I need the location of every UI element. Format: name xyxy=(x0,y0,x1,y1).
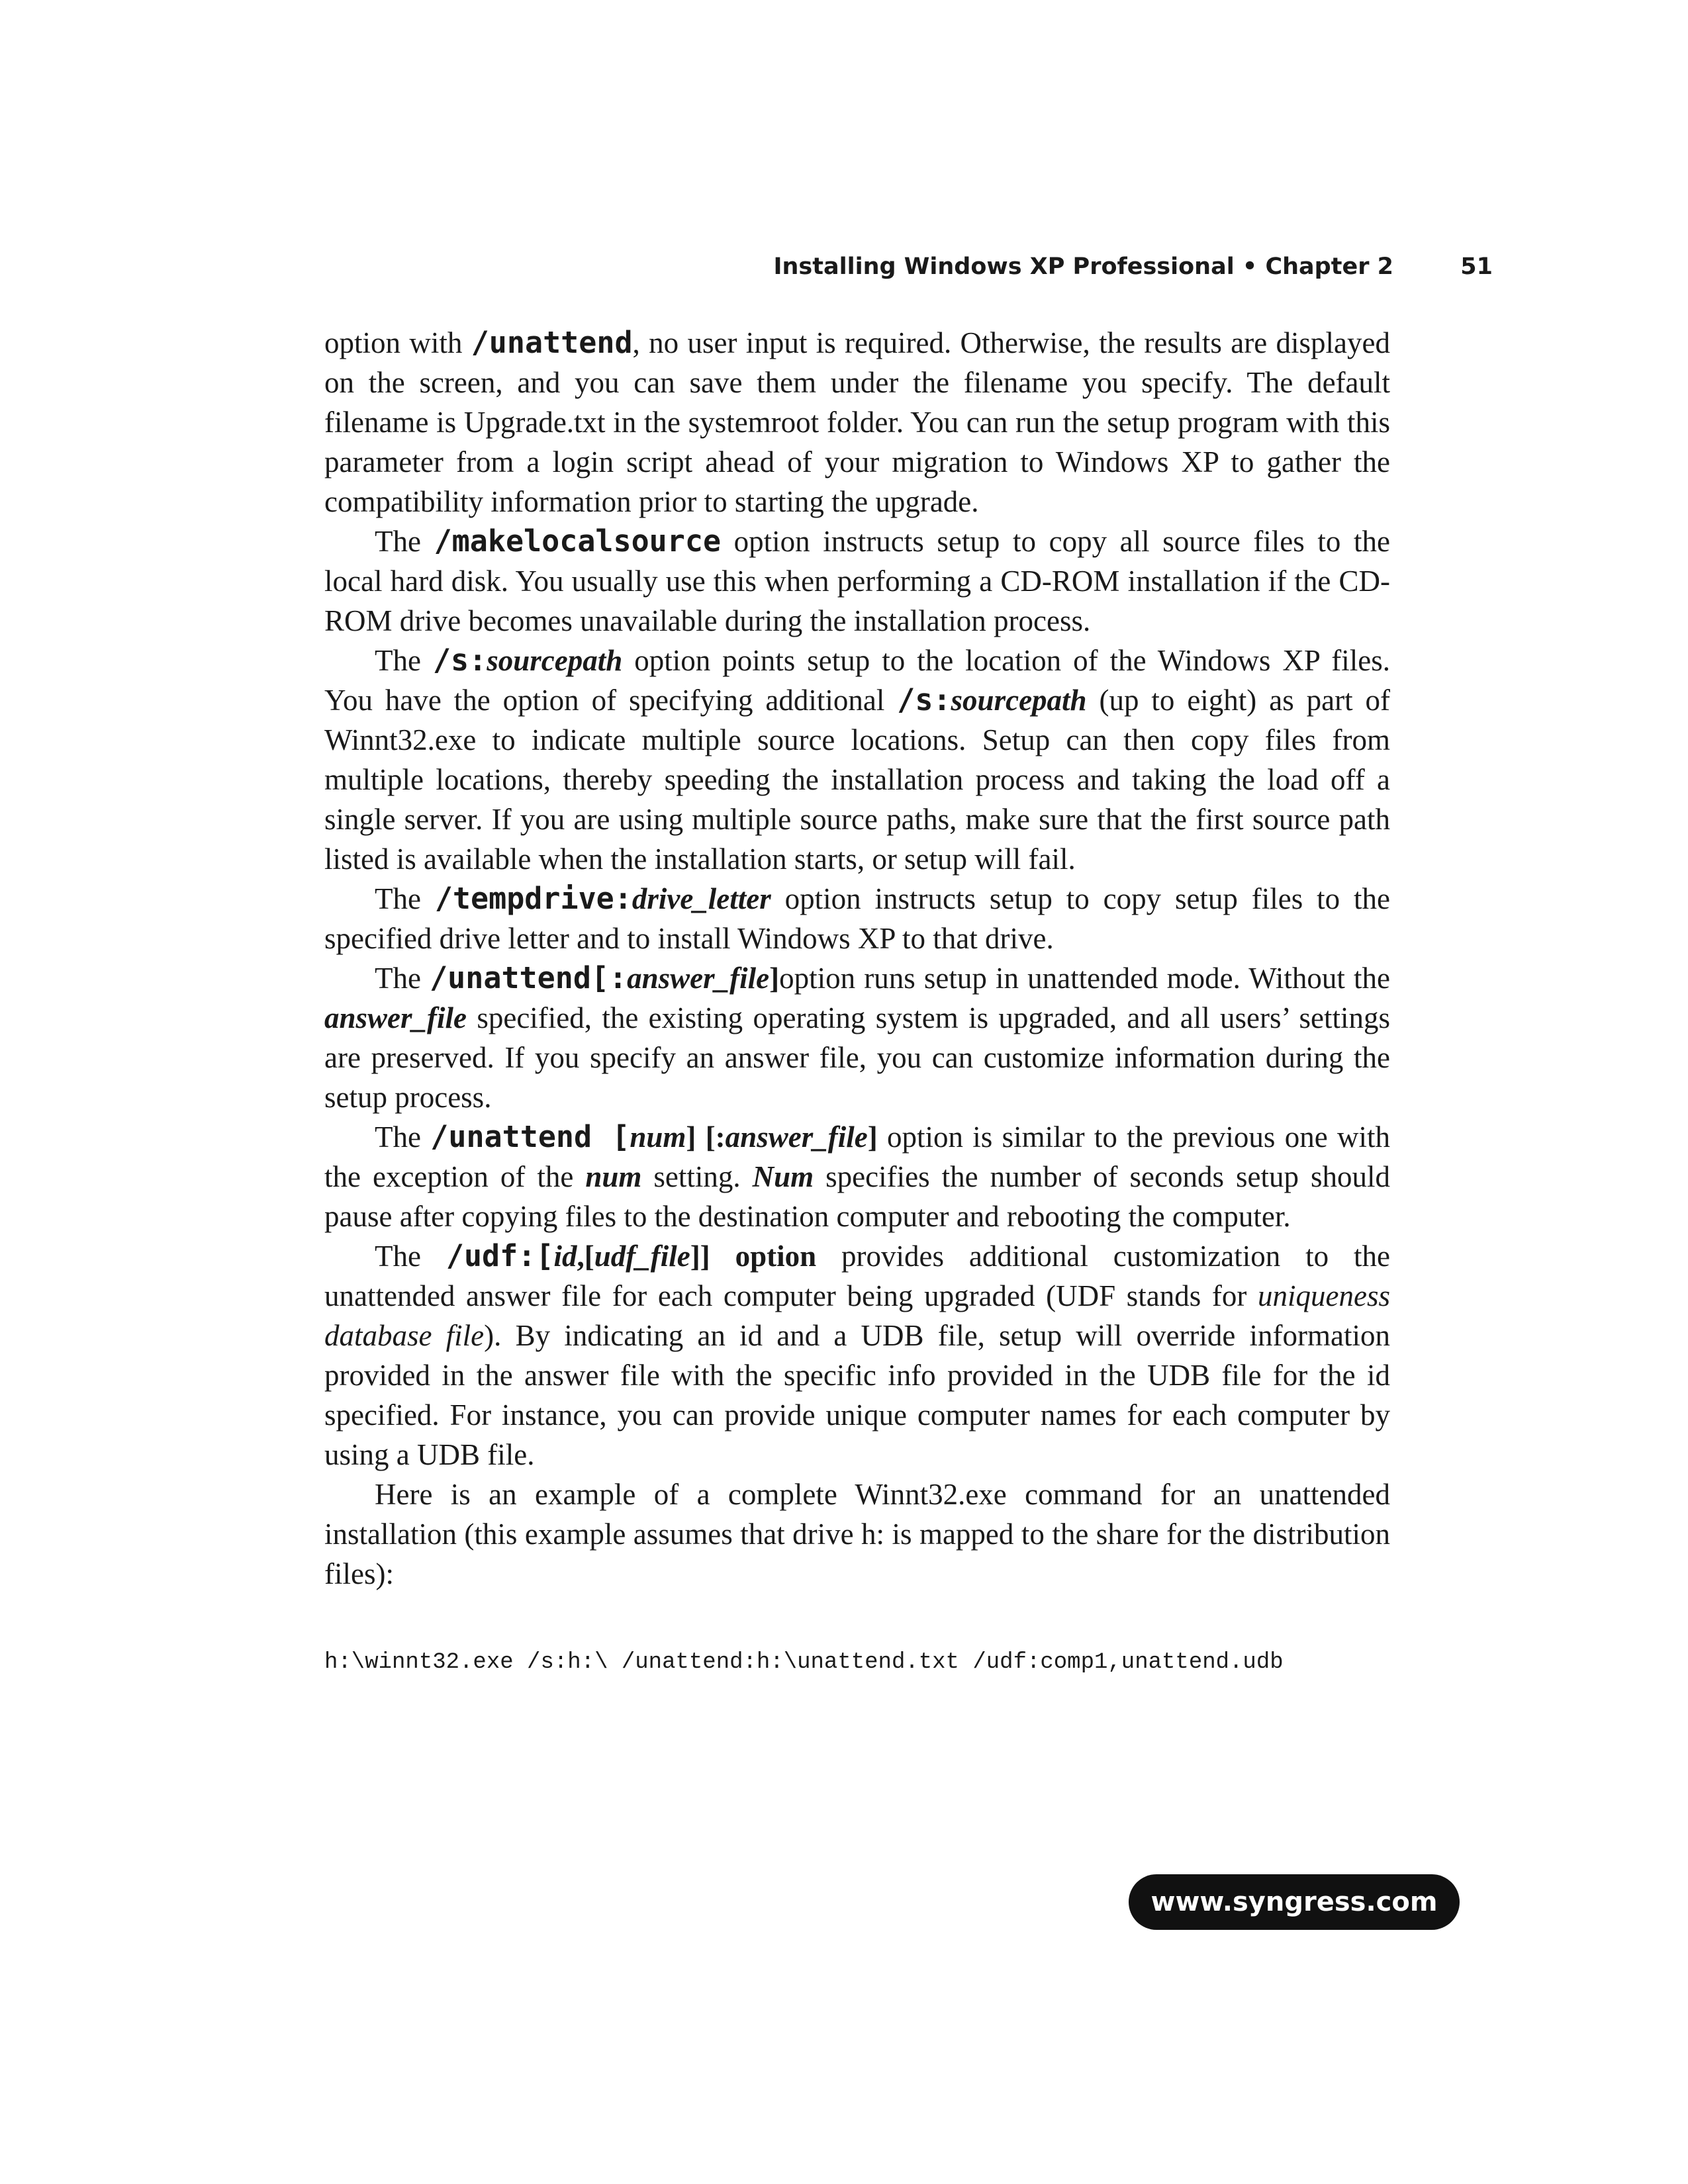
command-bracket: ] [: xyxy=(686,1120,726,1154)
text-run: The xyxy=(375,525,434,558)
text-run: setting. xyxy=(641,1160,753,1193)
code-example: h:\winnt32.exe /s:h:\ /unattend:h:\unattend.txt /udf:comp1,unattend.udb xyxy=(324,1650,1284,1675)
command-name: /makelocalsource xyxy=(434,523,722,559)
command-name: /s: xyxy=(897,682,951,717)
running-header xyxy=(773,250,1493,283)
text-run: option is similar to the previous one with the exception of the xyxy=(324,1120,1391,1193)
text-run: The xyxy=(375,644,433,677)
emphasis-term: uniqueness database file xyxy=(324,1279,1390,1352)
command-argument: Num xyxy=(752,1160,814,1193)
text-run: option runs setup in unattended mode. Without the xyxy=(779,962,1390,995)
command-argument: drive_letter xyxy=(632,882,771,915)
publisher-url-badge: www.syngress.com xyxy=(1129,1874,1460,1930)
text-run: specified, the existing operating system is upgraded, and all users’ settings are preserved. If you specify an answer file, you can customize information during the setup process. xyxy=(324,1001,1390,1114)
command-name: /unattend [ xyxy=(430,1119,630,1154)
paragraph xyxy=(324,1236,1390,1475)
command-argument: num xyxy=(585,1160,642,1193)
command-argument: udf_file xyxy=(594,1240,690,1273)
text-run: specifies the number of seconds setup should pause after copying files to the destination computer and rebooting the computer. xyxy=(324,1160,1390,1233)
paragraph xyxy=(324,641,1390,879)
chapter-title: Installing Windows XP Professional • Chapter 2 xyxy=(773,253,1393,280)
command-name: /unattend[: xyxy=(430,960,628,995)
command-bracket: ] xyxy=(769,962,780,995)
command-bracket: ,[ xyxy=(577,1240,594,1273)
command-argument: sourcepath xyxy=(951,684,1087,717)
paragraph xyxy=(324,958,1390,1117)
command-argument: answer_file xyxy=(324,1001,467,1034)
text-run: (up to eight) as part of Winnt32.exe to indicate multiple source locations. Setup can then copy files from multiple locations, thereby speeding the installation process and taking the load off a single server. If you are using multiple source paths, make sure that the first source path listed is available when the installation starts, or setup will fail. xyxy=(324,684,1390,876)
body-text xyxy=(324,323,1390,1594)
text-run: ). By indicating an id and a UDB file, setup will override information provided in the answer file with the specific info provided in the UDB file for the id specified. For instance, you can provide unique computer names for each computer by using a UDB file. xyxy=(324,1319,1391,1471)
command-name: /s: xyxy=(432,643,487,678)
command-argument: sourcepath xyxy=(487,644,623,677)
text-run: Here is an example of a complete Winnt32.exe command for an unattended installation (this example assumes that drive h: is mapped to the share for the distribution files): xyxy=(324,1478,1390,1590)
text-run: provides additional customization to the unattended answer file for each computer being upgraded (UDF stands for xyxy=(324,1240,1390,1312)
text-run: option with xyxy=(324,326,471,359)
command-argument: num xyxy=(630,1120,686,1154)
page-number: 51 xyxy=(1460,253,1493,280)
paragraph xyxy=(324,323,1390,522)
paragraph xyxy=(324,1475,1390,1594)
command-argument: id xyxy=(553,1240,577,1273)
text-run: option instructs setup to copy all source files to the local hard disk. You usually use this when performing a CD-ROM installation if the CD-ROM drive becomes unavailable during the installation process. xyxy=(324,525,1390,637)
paragraph xyxy=(324,1117,1390,1236)
command-bracket: ]] option xyxy=(690,1240,817,1273)
command-argument: answer_file xyxy=(627,962,770,995)
command-bracket: ] xyxy=(867,1120,878,1154)
paragraph xyxy=(324,522,1390,641)
command-argument: answer_file xyxy=(725,1120,868,1154)
paragraph xyxy=(324,879,1390,958)
text-run: , no user input is required. Otherwise, the results are displayed on the screen, and you can save them under the filename you specify. The default filename is Upgrade.txt in the systemroot folder. You can run the setup program with this parameter from a login script ahead of your migration to Windows XP to gather the compatibility information prior to starting the upgrade. xyxy=(324,326,1390,518)
text-run: The xyxy=(375,1120,431,1154)
text-run: option points setup to the location of the Windows XP files. You have the option of specifying additional xyxy=(324,644,1390,717)
text-run: The xyxy=(375,882,435,915)
command-name: /unattend xyxy=(471,325,633,360)
text-run: The xyxy=(375,1240,446,1273)
command-name: /udf:[ xyxy=(445,1238,554,1273)
text-run: option instructs setup to copy setup files to the specified drive letter and to install Windows XP to that drive. xyxy=(324,882,1390,955)
text-run: The xyxy=(375,962,430,995)
command-name: /tempdrive: xyxy=(434,881,632,916)
